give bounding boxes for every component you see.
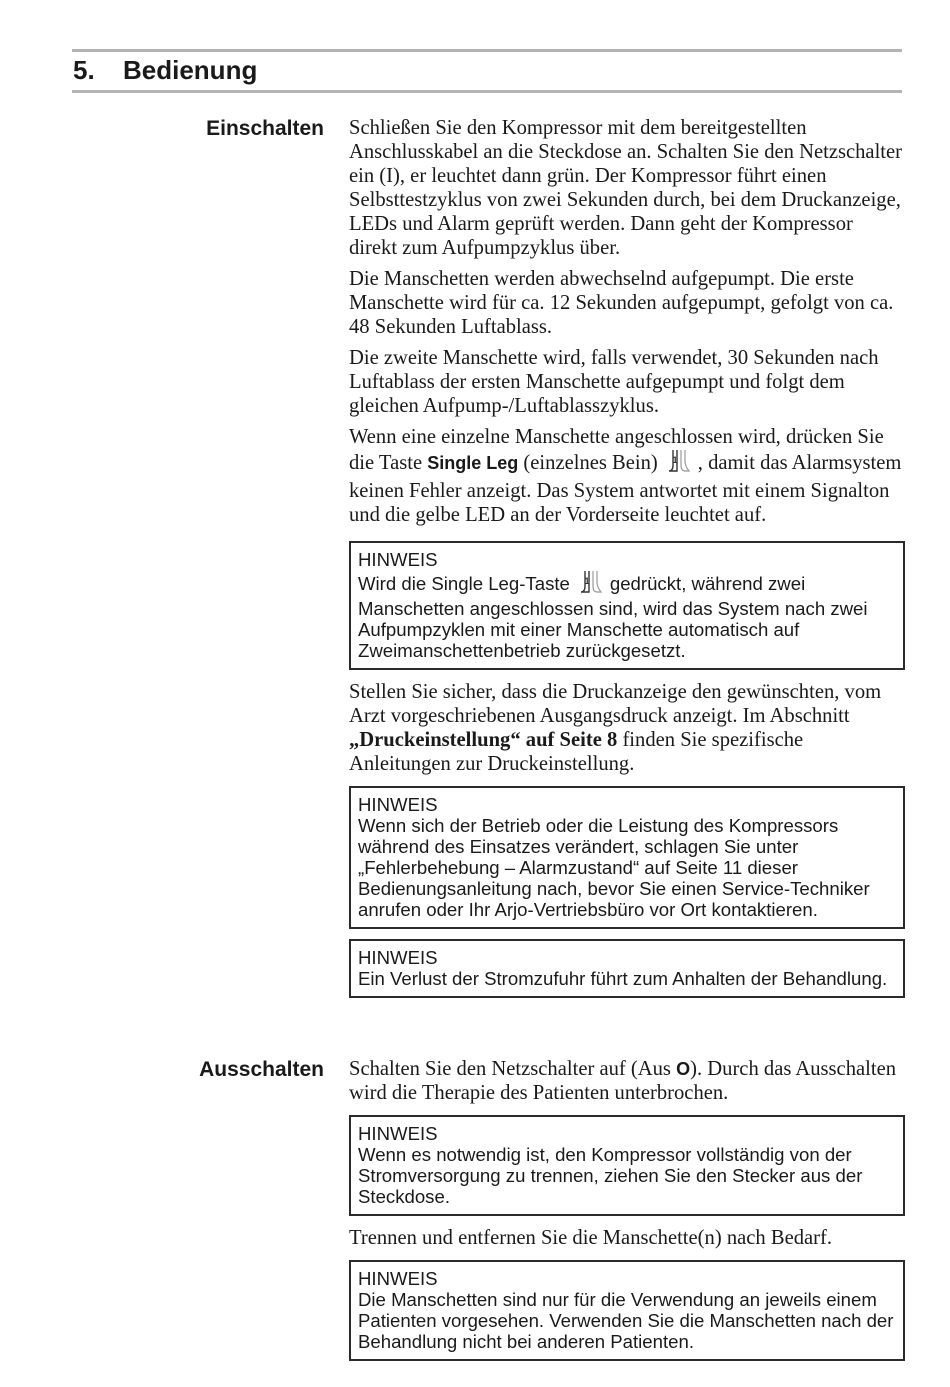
ausschalten-content <box>349 1057 905 1371</box>
note-title: HINWEIS <box>358 1123 438 1144</box>
note-text: Wenn sich der Betrieb oder die Leistung des Kompressors während des Einsatzes verändert, schlagen Sie unter „Fehlerbehebung – Alarmzustand“ auf Seite 11 dieser Bedienungsanleitung nach, bevor Sie einen Service-Techniker anrufen oder Ihr Arjo-Vertriebsbüro vor Ort kontaktieren. <box>358 815 870 920</box>
single-leg-text-a: Wenn eine einzelne Manschette angeschlossen wird, drücken Sie die Taste <box>349 426 884 474</box>
paragraph-single-leg <box>349 425 905 527</box>
pressure-section-link[interactable]: „Druckeinstellung“ auf Seite 8 <box>349 729 618 751</box>
note-title: HINWEIS <box>358 1268 438 1289</box>
paragraph-remove-cuffs: Trennen und entfernen Sie die Manschette(n) nach Bedarf. <box>349 1227 833 1249</box>
note-text: Wird die Single Leg-Taste 1 gedrückt, während zwei Manschetten angeschlossen sind, wird das System nach zwei Aufpumpzyklen mit einer Manschette automatisch auf Zweimanschettenbetrieb zurückgesetzt. <box>358 570 895 661</box>
note-text: Die Manschetten sind nur für die Verwendung an jeweils einem Patienten vorgesehen. Verwenden Sie die Manschetten nach der Behandlung nicht bei anderen Patienten. <box>358 1289 894 1352</box>
note-box-single-leg <box>349 541 905 670</box>
paragraph-power-off: Schalten Sie den Netzschalter auf (Aus O). Durch das Ausschalten wird die Therapie des Patienten unterbrochen. <box>349 1058 897 1104</box>
single-leg-text-c: , damit das Alarmsystem keinen Fehler anzeigt. Das System antwortet mit einem Signalton und die gelbe LED an der Vorderseite leuchtet auf. <box>349 452 902 526</box>
paragraph-pressure: Stellen Sie sicher, dass die Druckanzeige den gewünschten, vom Arzt vorgeschriebenen Ausgangsdruck anzeigt. Im Abschnitt „Druckeinstellung“ auf Seite 8 finden Sie spezifische Anleitungen zur Druckeinstellung. <box>349 681 882 775</box>
paragraph-power-on: Schließen Sie den Kompressor mit dem bereitgestellten Anschlusskabel an die Steckdose an. Schalten Sie den Netzschalter ein (I), er leuchtet dann grün. Der Kompressor führt einen Selbsttestzyklus von zwei Sekunden durch, bei dem Druckanzeige, LEDs und Alarm geprüft werden. Dann geht der Kompressor direkt zum Aufpumpzyklus über. <box>349 117 903 259</box>
note-text: Ein Verlust der Stromzufuhr führt zum Anhalten der Behandlung. <box>358 968 888 989</box>
header-top-rule <box>72 49 902 52</box>
section-heading <box>73 55 257 85</box>
note-box-disconnect <box>349 1115 905 1216</box>
section-number: 5. <box>73 55 95 85</box>
single-leg-key-label: Single Leg <box>427 453 519 473</box>
note-title: HINWEIS <box>358 794 438 815</box>
note-title: HINWEIS <box>358 549 438 570</box>
single-leg-text-b: (einzelnes Bein) <box>523 452 658 474</box>
side-heading-ausschalten: Ausschalten <box>199 1058 324 1081</box>
side-heading-einschalten: Einschalten <box>206 117 324 140</box>
note-box-troubleshooting <box>349 786 905 929</box>
note-box-single-patient <box>349 1260 905 1361</box>
section-title: Bedienung <box>123 55 258 85</box>
off-symbol: O <box>676 1059 691 1079</box>
note-box-power-loss <box>349 939 905 998</box>
single-leg-icon <box>578 570 604 598</box>
svg-text:1: 1 <box>672 455 678 465</box>
single-leg-icon <box>666 449 692 479</box>
note-title: HINWEIS <box>358 947 438 968</box>
note-text: Wenn es notwendig ist, den Kompressor vollständig von der Stromversorgung zu trennen, ziehen Sie den Stecker aus der Steckdose. <box>358 1144 863 1207</box>
svg-text:1: 1 <box>584 576 590 586</box>
paragraph-second-cuff: Die zweite Manschette wird, falls verwendet, 30 Sekunden nach Luftablass der ersten Manschette aufgepumpt und folgt dem gleichen Aufpump-/Luftablasszyklus. <box>349 347 879 417</box>
header-bottom-rule <box>72 90 902 93</box>
paragraph-cuff-inflation: Die Manschetten werden abwechselnd aufgepumpt. Die erste Manschette wird für ca. 12 Sekunden aufgepumpt, gefolgt von ca. 48 Sekunden Luftablass. <box>349 268 894 338</box>
einschalten-content <box>349 116 905 1008</box>
